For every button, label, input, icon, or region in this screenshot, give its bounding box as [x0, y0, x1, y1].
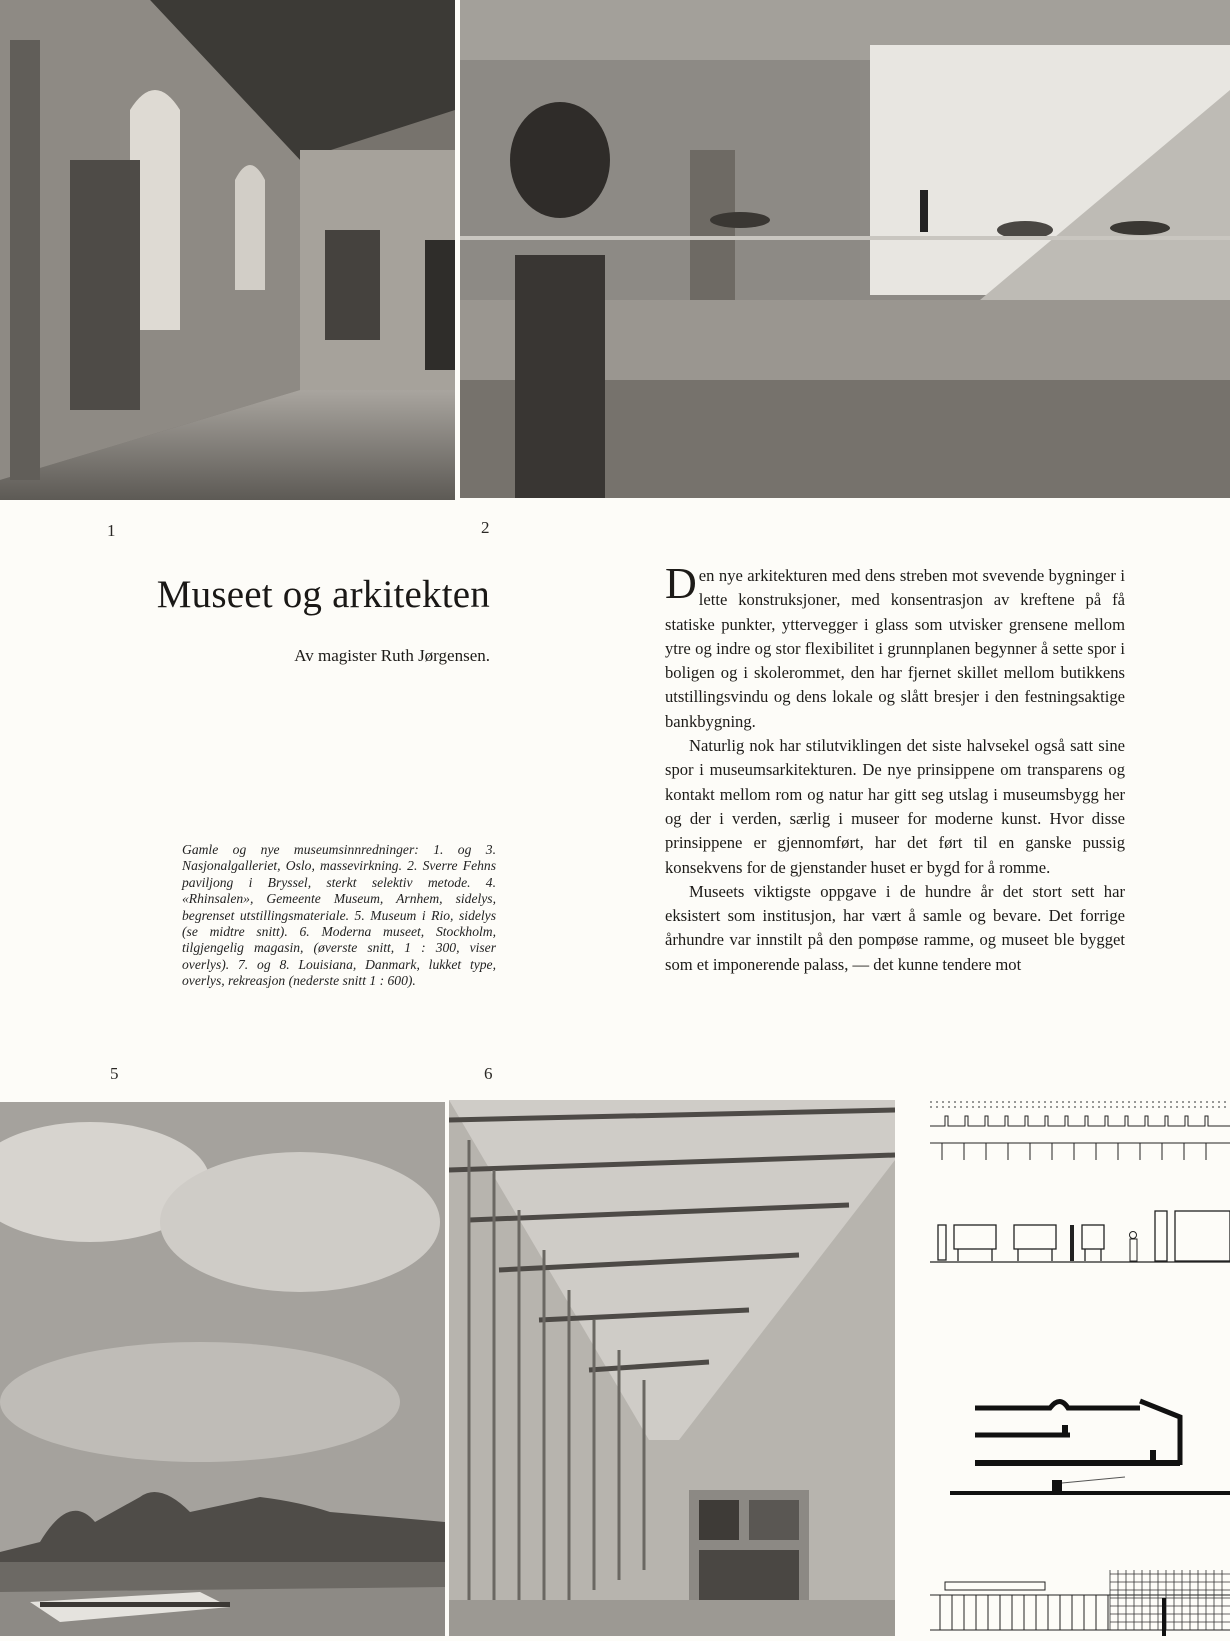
body-paragraph-1-text: en nye arkitekturen med dens streben mot svevende bygninger i lette konstruksjoner, med konsentrasjon av kreftene på få statiske punkter, yttervegger i glass som utvisker grensene mellom ytre og indre og stor flexibilitet i grunnplanen begynner å sette spor i boligen og i skolerommet, den har fjernet skillet mellom butikkens utstillingsvindu og dens lokale og slått bresjer i den festningsaktige bankbygning.: [665, 566, 1125, 731]
photo-fehn-pavilion: [460, 0, 1230, 498]
section-drawing-middle: [950, 1395, 1230, 1505]
body-paragraph-3: Museets viktigste oppgave i de hundre år det stort sett har eksistert som institusjon, har vært å samle og bevare. Det forrige århundre var innstilt på den pompøse ramme, og museet ble bygget som et imponerende palass, — det kunne tendere mot: [665, 881, 1125, 974]
body-paragraph-1: [665, 559, 1125, 734]
article-byline: Av magister Ruth Jørgensen.: [294, 646, 490, 665]
section-drawing-elevation: [930, 1205, 1230, 1265]
figure-number-6: 6: [484, 1064, 493, 1083]
body-paragraph-2: Naturlig nok har stilutviklingen det siste halvsekel også satt sine spor i museumsarkitekturen. De nye prinsippene om transparens og kontakt mellom rom og natur har gitt seg utslag i museumsbygg her og der i verden, særlig i museer for moderne kunst. Hvor disse prinsippene er gjennomført, har det ført til en ganske pussig konsekvens for de gjenstander huset er bygd for å romme.: [665, 736, 1125, 877]
article-body: [665, 559, 1125, 977]
figure-number-1: 1: [107, 521, 116, 540]
drop-cap: D: [665, 559, 697, 608]
article-title: Museet og arkitekten: [156, 573, 490, 616]
figure-caption: Gamle og nye museumsinnredninger: 1. og 3. Nasjonalgalleriet, Oslo, massevirkning. 2. Sverre Fehns paviljong i Bryssel, sterkt selektiv metode. 4. «Rhinsalen», Gemeente Museum, Arnhem, sidelys, begrenset utstillingsmateriale. 5. Museum i Rio, sidelys (se midtre snitt). 6. Moderna museet, Stockholm, tilgjengelig magasin, (øverste snitt, 1 : 300, viser overlys). 7. og 8. Louisiana, Danmark, lukket type, overlys, rekreasjon (nederste snitt 1 : 600).: [182, 842, 496, 989]
section-drawing-top: [930, 1098, 1230, 1170]
figure-number-2: 2: [481, 518, 490, 537]
photo-moderna-museet: [449, 1100, 895, 1636]
section-drawing-bottom: [930, 1570, 1230, 1636]
photo-museum-rio: [0, 1102, 445, 1636]
photo-nasjonalgalleriet-hall: [0, 0, 455, 500]
figure-number-5: 5: [110, 1064, 119, 1083]
